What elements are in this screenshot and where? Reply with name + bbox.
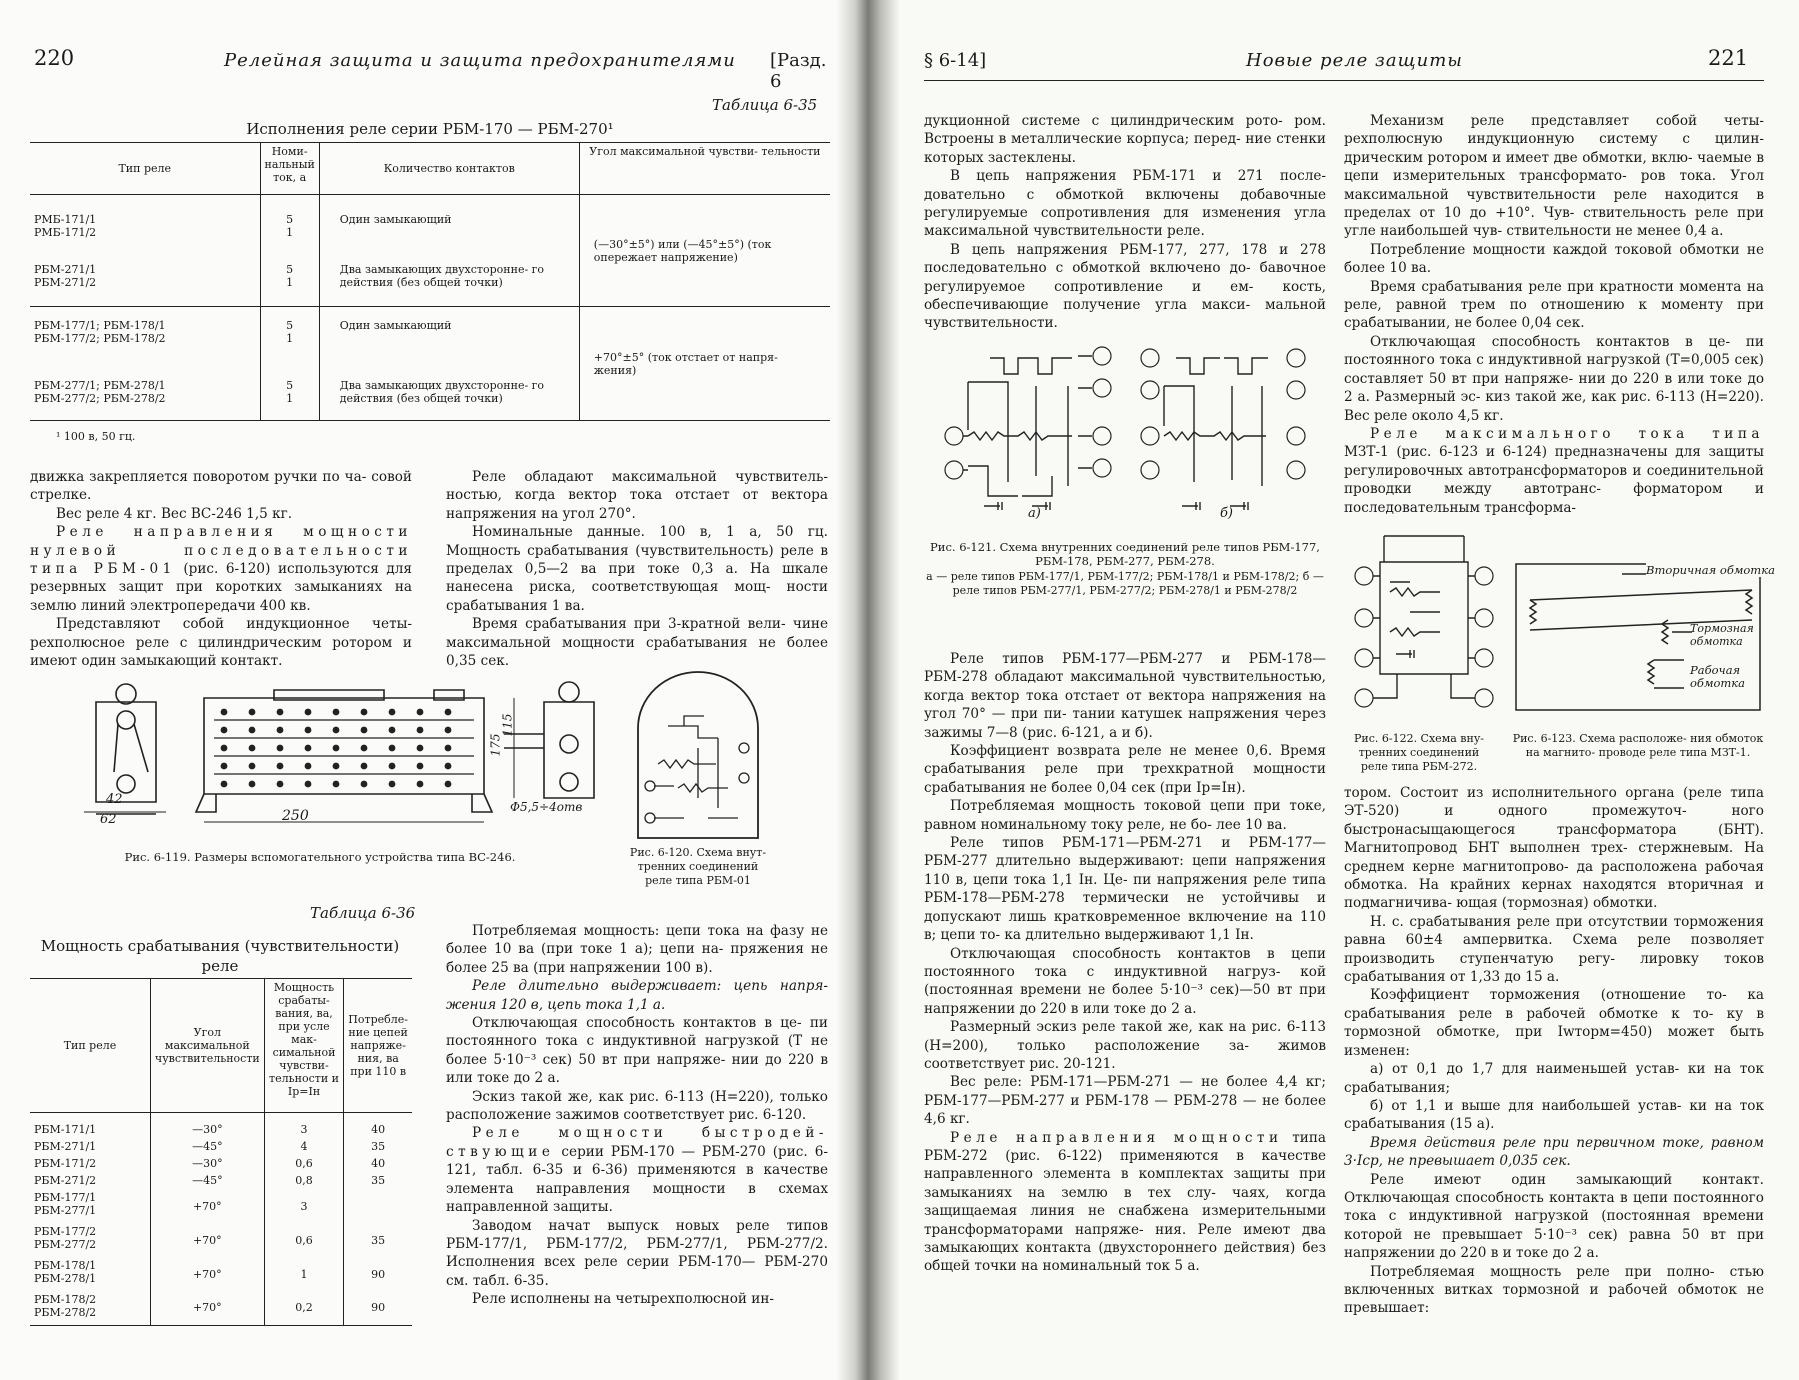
t636-type: РБМ-178/1 РБМ-278/1 (30, 1257, 150, 1291)
t635-contacts: Один замыкающий (319, 195, 579, 249)
paragraph: Время срабатывания реле при кратности момента на реле, равной трем по отношению к моменту при срабатывании, не более 0,04 сек. (1344, 278, 1764, 332)
right-page (880, 0, 1799, 1380)
t636-cons: 35 (371, 1174, 386, 1187)
t636-head-angle: Угол максимальной чувствительности (150, 979, 264, 1113)
paragraph: типа РБМ-272 (рис. 6-122) применяются в качестве направленного элемента в комплектах защиты при замыканиях на землю в тех слу- чаях, когда защищаемая линия не снабжена измерительными трансформаторами напряже- ния. Реле имеют два замыкающих контакта (двухстороннего действия) без общей точки на номинальный ток 5 а. (924, 1129, 1326, 1275)
t636-power: 3 (264, 1189, 344, 1223)
subheading: Реле мощности быстродей- ствующие (446, 1125, 828, 1160)
paragraph: Потребляемая мощность: цепи тока на фазу не более 10 ва (при токе 1 а); цепи на- пряжения не более 25 ва (при напряжении 100 в). (446, 923, 828, 976)
paragraph: Н. с. срабатывания реле при отсутствии торможения равна 60±4 ампервитка. Схема реле позволяет производить ступенчатую регу- лировку токов срабатывания от 1,33 до 15 а. (1344, 913, 1764, 986)
subheading: Реле максимального тока типа (1370, 425, 1764, 442)
fig-119-dim-115: 115 (500, 713, 515, 737)
t635-type: РБМ-277/2; РБМ-278/2 (34, 391, 166, 405)
fig-6-119-caption: Рис. 6-119. Размеры вспомогательного устройства типа ВС-246. (124, 850, 516, 864)
right-running-title: Новые реле защиты (1246, 50, 1463, 71)
table-row (30, 307, 830, 363)
table-row (30, 195, 830, 249)
t635-angle: +70°±5° (ток отстает от напря- жения) (593, 350, 778, 377)
paragraph: б) от 1,1 и выше для наибольшей устав- ки на ток срабатывания (15 а). (1344, 1097, 1764, 1133)
table-6-36-label: Таблица 6-36 (310, 904, 416, 922)
paragraph: Заводом начат выпуск новых реле типов РБМ-177/1, РБМ-177/2, РБМ-277/1, РБМ-277/2. Исполнения всех реле серии РБМ-170— РБМ-270 см. табл. 6-35. (446, 1217, 828, 1289)
paragraph: Время действия реле при первичном токе, равном 3·Iср, не превышает 0,035 сек. (1344, 1134, 1764, 1170)
right-column-d (924, 112, 1326, 333)
t636-power: 1 (264, 1257, 344, 1291)
fig-6-120-caption: Рис. 6-120. Схема внут- тренних соединений реле типа РБМ-01 (629, 846, 767, 887)
t636-type: РБМ-177/2 РБМ-277/2 (30, 1223, 150, 1257)
t635-contacts: Один замыкающий (319, 307, 579, 363)
fig-6-121-legend: а — реле типов РБМ-177/1, РБМ-177/2; РБМ-178/1 и РБМ-178/2; б — реле типов РБМ-277/1, РБМ-277/2; РБМ-278/1 и РБМ-278/2 (926, 570, 1324, 597)
fig-119-dim-62: 62 (100, 812, 117, 827)
paragraph: Вес реле 4 кг. Вес ВС-246 1,5 кг. (56, 505, 293, 522)
t636-angle: —30° (150, 1113, 264, 1139)
paragraph: Вес реле: РБМ-171—РБМ-271 — не более 4,4 кг; РБМ-177—РБМ-277 и РБМ-178 — РБМ-278 — не более 4,6 кг. (924, 1074, 1326, 1128)
t636-power: 0,6 (264, 1155, 344, 1172)
left-running-title: Релейная защита и защита предохранителями (224, 50, 736, 71)
table-6-35-label: Таблица 6-35 (712, 96, 818, 114)
header-rule (924, 80, 1764, 81)
t635-type: РБМ-177/1; РБМ-178/1 (34, 319, 166, 332)
fig-6-122-drawing (1350, 532, 1498, 710)
fig-6-122-caption: Рис. 6-122. Схема вну- тренних соединений реле типа РБМ-272. (1353, 732, 1485, 773)
fig-123-work-winding: Рабочая обмотка (1690, 663, 1746, 690)
t635-type: РМБ-171/2 (34, 226, 97, 239)
t635-current: 5 (286, 262, 294, 276)
paragraph: Отключающая способность контактов в це- пи постоянного тока с индуктивной нагрузкой (Т=0,005 сек) составляет 50 вт при напряже- нии до 220 в или токе до 2 а. Размерный эс- киз такой же, как рис. 6-113 (Н=220). Вес реле около 4,5 кг. (1344, 333, 1764, 424)
fig-119-hole-label: Ф5,5÷4отв (510, 800, 583, 814)
t635-footnote: ¹ 100 в, 50 гц. (56, 430, 136, 443)
fig-121-label-a: а) (1028, 506, 1041, 521)
t636-cons: 35 (371, 1140, 386, 1153)
paragraph: Время срабатывания при 3-кратной вели- чине максимальной мощности срабатывания не более 0,35 сек. (446, 616, 828, 670)
paragraph: Коэффициент возврата реле не менее 0,6. Время срабатывания реле при трехкратной мощности срабатывания не более 0,04 сек (при Iр=Iн). (924, 743, 1326, 796)
table-6-36 (30, 978, 412, 1326)
t636-cons: 40 (371, 1157, 386, 1170)
left-page-number: 220 (34, 46, 75, 70)
t636-power: 3 (264, 1113, 344, 1139)
right-column-g (1344, 784, 1764, 1318)
t636-power: 0,8 (264, 1172, 344, 1189)
left-section-ref: [Разд. 6 (770, 50, 827, 92)
t635-head-contacts: Количество контактов (319, 143, 579, 195)
paragraph: Размерный эскиз реле такой же, как на рис. 6-113 (Н=200), только расположение за- жимов соответствует рис. 20-121. (924, 1019, 1326, 1072)
paragraph: В цепь напряжения РБМ-171 и 271 после- довательно с обмоткой включены добавочные регулируемые сопротивления для изменения угла максимальной чувствительности реле. (924, 168, 1326, 240)
t636-cons: 40 (371, 1123, 386, 1136)
t636-power: 0,6 (264, 1223, 344, 1257)
subheading: Реле направления мощности (950, 1129, 1283, 1146)
table-row (30, 1138, 412, 1155)
t635-current: 1 (286, 226, 294, 239)
fig-6-121-caption: Рис. 6-121. Схема внутренних соединений реле типов РБМ-177, РБМ-178, РБМ-277, РБМ-278. (930, 540, 1320, 568)
left-column-a (30, 468, 412, 670)
paragraph: тором. Состоит из исполнительного органа (реле типа ЭТ-520) и одного промежуточ- ного быстронасыщающегося трансформатора (БНТ). Магнитопровод БНТ выполнен трех- стержневым. На среднем керне магнитопрово- да расположена рабочая обмотка. На крайних кернах находятся вторичная и подмагничива- ющая (тормозная) обмотки. (1344, 785, 1764, 912)
t636-angle: +70° (150, 1189, 264, 1223)
t635-angle: (—30°±5°) или (—45°±5°) (ток опережает напряжение) (593, 237, 772, 264)
fig-119-dim-42: 42 (106, 792, 123, 807)
t636-head-cons: Потребле- ние цепей напряже- ния, ва при 110 в (348, 1013, 408, 1078)
table-row (30, 1155, 412, 1172)
right-running-header (924, 46, 1764, 76)
paragraph: Потребление мощности каждой токовой обмотки не более 10 ва. (1344, 241, 1764, 277)
paragraph: МЗТ-1 (рис. 6-123 и 6-124) предназначены для защиты регулировочных автотрансформаторов и соединительной проводки между автотранс- форматором и последовательным трансформа- (1344, 444, 1764, 516)
table-6-35 (30, 142, 830, 421)
paragraph: Потребляемая мощность токовой цепи при токе, равном номинальному току реле, не бо- лее 10 ва. (924, 798, 1326, 833)
t635-head-type: Тип реле (30, 143, 260, 195)
paragraph: серии РБМ-170 — РБМ-270 (рис. 6-121, табл. 6-35 и 6-36) применяются в качестве элемента направления мощности в схемах направленной защиты. (446, 1143, 828, 1216)
left-column-c (446, 922, 828, 1309)
t636-cons: 90 (371, 1267, 386, 1281)
t636-angle: —30° (150, 1155, 264, 1172)
table-row (30, 1189, 412, 1223)
t635-type: РБМ-277/1; РБМ-278/1 (34, 378, 166, 392)
right-section-ref: § 6-14] (924, 50, 987, 71)
t635-head-angle: Угол максимальной чувстви- тельности (589, 145, 821, 158)
t636-type: РБМ-171/2 (30, 1155, 150, 1172)
fig-123-secondary-winding: Вторичная обмотка (1646, 563, 1775, 577)
paragraph: дукционной системе с цилиндрическим рото- ром. Встроены в металлические корпуса; перед- ние стенки которых застеклены. (924, 113, 1326, 166)
t636-power: 4 (264, 1138, 344, 1155)
left-column-b (446, 468, 828, 670)
t635-current: 1 (286, 275, 294, 289)
t636-power: 0,2 (264, 1291, 344, 1325)
t635-type: РМБ-171/1 (34, 213, 97, 226)
paragraph: Реле типов РБМ-171—РБМ-271 и РБМ-177—РБМ-277 длительно выдерживают: цепи напряжения 110 в, цепи тока 1,1 Iн. Це- пи напряжения реле типа РБМ-178—РБМ-278 термически не устойчивы и допускают лишь кратковременное включение на 110 в; цепи то- ка длительно выдерживают 1,1 Iн. (924, 835, 1326, 944)
paragraph: Потребляемая мощность реле при полно- стью включенных витках тормозной и рабочей обмоток не превышает: (1344, 1263, 1764, 1317)
t635-contacts: Два замыкающих двухсторонне- го действия (без общей точки) (319, 249, 579, 307)
subheading: Реле направления мощности нулевой последовательности типа РБМ-01 (30, 524, 412, 578)
table-row (30, 1113, 412, 1139)
paragraph: Коэффициент торможения (отношение то- ка срабатывания реле в рабочей обмотке к то- ку в тормозной обмотке, при Iwторм=450) может быть изменен: (1344, 987, 1764, 1059)
left-page (0, 0, 860, 1380)
table-row (30, 1223, 412, 1257)
t635-contacts: Два замыкающих двухсторонне- го действия (без общей точки) (319, 363, 579, 421)
t635-current: 1 (286, 391, 294, 405)
paragraph: Представляют собой индукционное четы- рехполюсное реле с цилиндрическим ротором и имеют один замыкающий контакт. (30, 616, 412, 670)
book-gutter (836, 0, 900, 1380)
t635-current: 5 (286, 378, 294, 392)
t636-angle: —45° (150, 1172, 264, 1189)
t636-angle: +70° (150, 1223, 264, 1257)
t636-type: РБМ-177/1 РБМ-277/1 (30, 1189, 150, 1223)
paragraph: Реле длительно выдерживает: цепь напря- жения 120 в, цепь тока 1,1 а. (446, 978, 828, 1013)
paragraph: Эскиз такой же, как рис. 6-113 (Н=220), только расположение зажимов соответствует рис. 6-120. (446, 1088, 828, 1124)
t636-angle: +70° (150, 1291, 264, 1325)
t636-type: РБМ-271/2 (30, 1172, 150, 1189)
fig-119-dim-250: 250 (282, 808, 309, 824)
right-page-number: 221 (1708, 46, 1749, 70)
fig-123-brake-winding: Тормозная обмотка (1690, 622, 1754, 648)
t635-current: 5 (286, 213, 294, 226)
right-column-e (924, 650, 1326, 1276)
table-row (30, 1291, 412, 1325)
t636-type: РБМ-171/1 (30, 1113, 150, 1139)
paragraph: Механизм реле представляет собой четы- рехполюсную индукционную систему с цилин- дрическим ротором и имеет две обмотки, вклю- чаемые в цепи измерительных трансформато- ров тока. Угол максимальной чувствительности реле находится в пределах от 10 до +10°. Чув- ствительность реле при угле наибольшей чув- ствительности не менее 0,4 а. (1344, 113, 1764, 240)
fig-121-label-b: б) (1220, 506, 1234, 521)
fig-6-123-caption: Рис. 6-123. Схема расположе- ния обмоток на магнито- проводе реле типа МЗТ-1. (1512, 732, 1764, 759)
right-column-f (1344, 112, 1764, 517)
fig-6-120-drawing (628, 668, 768, 846)
table-6-35-title: Исполнения реле серии РБМ-170 — РБМ-270¹ (246, 120, 614, 138)
paragraph: Реле обладают максимальной чувствитель- ностью, когда вектор тока отстает от вектора напряжения на угол 270°. (446, 469, 828, 522)
t635-type: РБМ-271/2 (34, 275, 97, 289)
paragraph: Реле исполнены на четырехполюсной ин- (472, 1291, 774, 1308)
t636-cons: 90 (371, 1301, 386, 1315)
t636-cons: 35 (371, 1233, 386, 1247)
table-row (30, 1172, 412, 1189)
t636-type: РБМ-178/2 РБМ-278/2 (30, 1291, 150, 1325)
left-running-header (34, 46, 834, 92)
fig-6-121-drawing (938, 346, 1308, 522)
paragraph: Отключающая способность контактов в це- пи постоянного тока с индуктивной нагрузкой (Т не более 5·10⁻³ сек) 50 вт при напряже- нии до 220 в или токе до 2 а. (446, 1015, 828, 1087)
t635-head-current: Номи- нальный ток, а (260, 143, 319, 195)
fig-119-dim-175: 175 (488, 733, 503, 757)
t636-cons (344, 1189, 412, 1223)
t635-current: 5 (286, 319, 294, 332)
t636-angle: —45° (150, 1138, 264, 1155)
paragraph: Номинальные данные. 100 в, 1 а, 50 гц. Мощность срабатывания (чувствительность) реле в пределах 0,5—2 ва при токе 0,3 а. На шкале нанесена риска, соответствующая мощ- ности срабатывания 1 ва. (446, 524, 828, 614)
paragraph: Реле типов РБМ-177—РБМ-277 и РБМ-178—РБМ-278 обладают максимальной чувствительностью, когда вектор тока отстает от вектора напряжения на угол 70° — при пи- тании катушек напряжения через зажимы 7—8 (рис. 6-121, а и б). (924, 651, 1326, 741)
paragraph: Реле имеют один замыкающий контакт. Отключающая способность контакта в цепи постоянного тока с индуктивной нагрузкой (постоянная времени которой не превышает 5·10⁻³ сек) равна 50 вт при напряжении до 220 в и токе до 2 а. (1344, 1171, 1764, 1262)
t636-head-type: Тип реле (30, 979, 150, 1113)
table-6-36-title: Мощность срабатывания (чувствительности) реле (40, 937, 400, 975)
t636-head-power: Мощность срабаты- вания, ва, при усле мак- симальной чувстви- тельности и Iр=Iн (264, 979, 344, 1113)
t636-angle: +70° (150, 1257, 264, 1291)
paragraph: (рис. 6-120) используются для резервных защит при коротких замыканиях на землю линий электропередачи 400 кв. (30, 561, 412, 614)
t636-type: РБМ-271/1 (30, 1138, 150, 1155)
paragraph: Отключающая способность контактов в цепи постоянного тока с индуктивной нагруз- кой (постоянная времени не более 5·10⁻³ сек)—50 вт при напряжении до 220 в или токе до 2 а. (924, 945, 1326, 1017)
paragraph: а) от 0,1 до 1,7 для наименьшей устав- ки на ток срабатывания; (1344, 1061, 1764, 1096)
t635-type: РБМ-177/2; РБМ-178/2 (34, 332, 166, 345)
table-row (30, 1257, 412, 1291)
t635-type: РБМ-271/1 (34, 262, 97, 276)
paragraph: движка закрепляется поворотом ручки по ча- совой стрелке. (30, 469, 412, 504)
t635-current: 1 (286, 332, 294, 345)
paragraph: В цепь напряжения РБМ-177, 277, 178 и 278 последовательно с обмоткой включено до- бавочное регулируемое сопротивление и ем- кость, обеспечивающие получение угла макси- мальной чувствительности. (924, 241, 1326, 332)
